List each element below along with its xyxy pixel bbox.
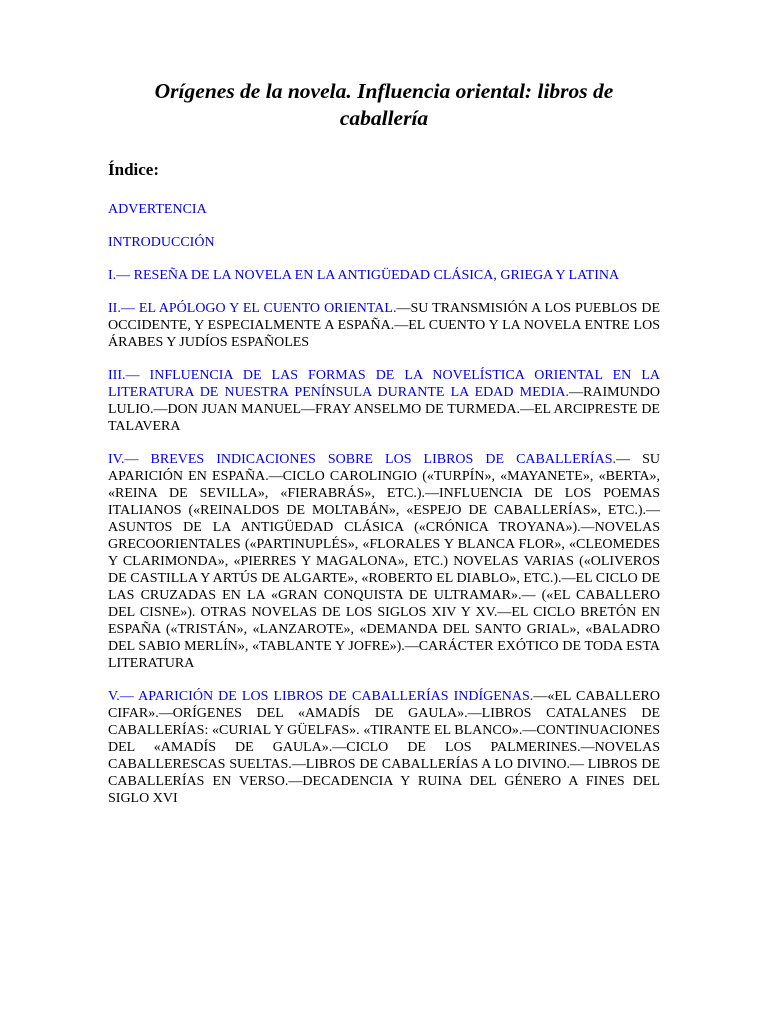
toc-link-chapter-1[interactable]: I.— RESEÑA DE LA NOVELA EN LA ANTIGÜEDAD CLÁSICA, GRIEGA Y LATINA: [108, 268, 620, 283]
toc-entry-advertencia: [108, 201, 660, 218]
toc-entry-chapter-2: [108, 300, 660, 351]
toc-description-chapter-4: — SU APARICIÓN EN ESPAÑA.—CICLO CAROLINGIO («TURPÍN», «MAYANETE», «BERTA», «REINA DE SEVILLA», «FIERABRÁS», ETC.).—INFLUENCIA DE LOS POEMAS ITALIANOS («REINALDOS DE MOLTABÁN», «ESPEJO DE CABALLERÍAS», ETC.).—ASUNTOS DE LA ANTIGÜEDAD CLÁSICA («CRÓNICA TROYANA»).—NOVELAS GRECOORIENTALES («PARTINUPLÉS», «FLORALES Y BLANCA FLOR», «CLEOMEDES Y CLARIMONDA», «PIERRES Y MAGALONA», ETC.) NOVELAS VARIAS («OLIVEROS DE CASTILLA Y ARTÚS DE ALGARTE», «ROBERTO EL DIABLO», ETC.).—EL CICLO DE LAS CRUZADAS EN LA «GRAN CONQUISTA DE ULTRAMAR».— («EL CABALLERO DEL CISNE»). OTRAS NOVELAS DE LOS SIGLOS XIV Y XV.—EL CICLO BRETÓN EN ESPAÑA («TRISTÁN», «LANZAROTE», «DEMANDA DEL SANTO GRIAL», «BALADRO DEL SABIO MERLÍN», «TABLANTE Y JOFRE»).—CARÁCTER EXÓTICO DE TODA ESTA LITERATURA: [108, 452, 660, 671]
toc-entry-chapter-5: [108, 688, 660, 807]
toc-link-chapter-3[interactable]: III.— INFLUENCIA DE LAS FORMAS DE LA NOVELÍSTICA ORIENTAL EN LA LITERATURA DE NUESTRA PENÍNSULA DURANTE LA EDAD MEDIA.: [108, 368, 660, 400]
toc-link-introduccion[interactable]: INTRODUCCIÓN: [108, 235, 215, 250]
document-page: [108, 78, 660, 823]
toc-description-chapter-3: —RAIMUNDO LULIO.—DON JUAN MANUEL—FRAY ANSELMO DE TURMEDA.—EL ARCIPRESTE DE TALAVERA: [108, 385, 660, 434]
toc-link-advertencia[interactable]: ADVERTENCIA: [108, 202, 207, 217]
toc-entry-chapter-4: [108, 451, 660, 672]
toc-description-chapter-5: —«EL CABALLERO CIFAR».—ORÍGENES DEL «AMADÍS DE GAULA».—LIBROS CATALANES DE CABALLERÍAS: «CURIAL Y GÜELFAS». «TIRANTE EL BLANCO».—CONTINUACIONES DEL «AMADÍS DE GAULA».—CICLO DE LOS PALMERINES.—NOVELAS CABALLERESCAS SUELTAS.—LIBROS DE CABALLERÍAS A LO DIVINO.— LIBROS DE CABALLERÍAS EN VERSO.—DECADENCIA Y RUINA DEL GÉNERO A FINES DEL SIGLO XVI: [108, 689, 660, 806]
toc-entry-chapter-3: [108, 367, 660, 435]
document-title: Orígenes de la novela. Influencia oriental: libros de caballería: [154, 79, 614, 130]
toc-description-chapter-2: —SU TRANSMISIÓN A LOS PUEBLOS DE OCCIDENTE, Y ESPECIALMENTE A ESPAÑA.—EL CUENTO Y LA NOVELA ENTRE LOS ÁRABES Y JUDÍOS ESPAÑOLES: [108, 301, 660, 350]
toc-link-chapter-5[interactable]: V.— APARICIÓN DE LOS LIBROS DE CABALLERÍAS INDÍGENAS.: [108, 689, 534, 704]
toc-entry-chapter-1: [108, 267, 660, 284]
toc-link-chapter-2[interactable]: II.— EL APÓLOGO Y EL CUENTO ORIENTAL.: [108, 301, 397, 316]
index-heading: Índice:: [108, 160, 159, 179]
toc-entry-introduccion: [108, 234, 660, 251]
toc-link-chapter-4[interactable]: IV.— BREVES INDICACIONES SOBRE LOS LIBROS DE CABALLERÍAS.: [108, 452, 617, 467]
